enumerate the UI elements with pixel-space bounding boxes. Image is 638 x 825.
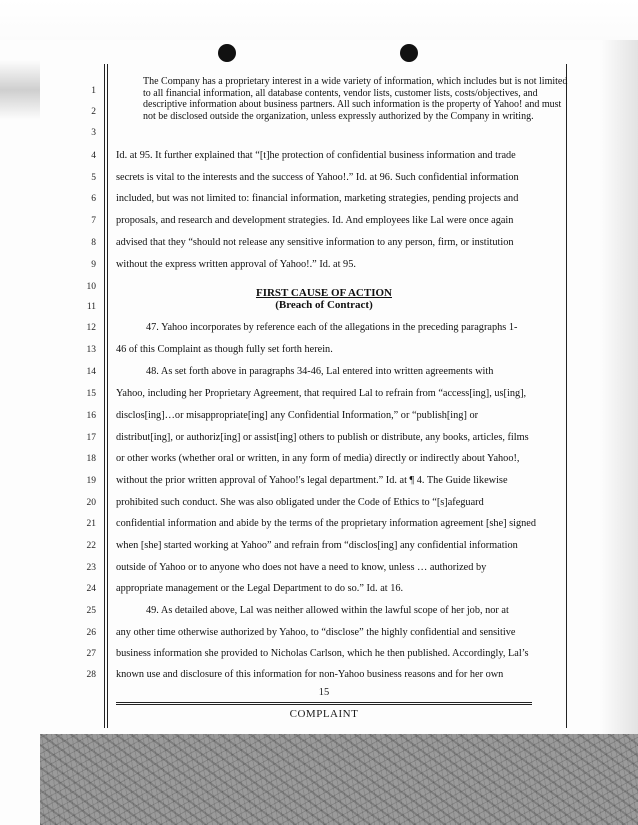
line-number: 28 xyxy=(86,670,96,680)
line-number: 5 xyxy=(91,173,96,183)
text-line: secrets is vital to the interests and the success of Yahoo!.” Id. at 96. Such confidential information xyxy=(116,172,519,183)
hole-punch-right xyxy=(400,44,418,62)
scan-shadow-left xyxy=(0,60,40,120)
text-line: prohibited such conduct. She was also obligated under the Code of Ethics to “[s]afeguard xyxy=(116,497,484,508)
line-number: 12 xyxy=(86,323,96,333)
text-line: confidential information and abide by the terms of the proprietary information agreement [she] signed xyxy=(116,518,537,529)
text-line: included, but was not limited to: financial information, marketing strategies, pending projects and xyxy=(116,193,519,204)
text-line: 49. As detailed above, Lal was neither allowed within the lawful scope of her job, nor at xyxy=(146,605,509,616)
scan-background-texture xyxy=(40,734,638,825)
line-number: 25 xyxy=(86,606,96,616)
text-line: or other works (whether oral or written, in any form of media) directly or indirectly about Yahoo!, xyxy=(116,453,520,464)
line-number: 15 xyxy=(86,389,96,399)
margin-rule-right xyxy=(566,64,567,728)
hole-punch-left xyxy=(218,44,236,62)
footer-rule-1 xyxy=(116,702,532,703)
line-number: 2 xyxy=(91,107,96,117)
line-number: 22 xyxy=(86,541,96,551)
line-number: 18 xyxy=(86,454,96,464)
text-line: proposals, and research and development strategies. Id. And employees like Lal were once again xyxy=(116,215,514,226)
text-line: any other time otherwise authorized by Yahoo, to “disclose” the highly confidential and sensitive xyxy=(116,627,516,638)
line-number: 14 xyxy=(86,367,96,377)
text-line: 48. As set forth above in paragraphs 34-46, Lal entered into written agreements with xyxy=(146,366,494,377)
text-line: 47. Yahoo incorporates by reference each of the allegations in the preceding paragraphs 1- xyxy=(146,322,518,333)
line-number: 26 xyxy=(86,628,96,638)
text-line: without the express written approval of Yahoo!.” Id. at 95. xyxy=(116,259,356,270)
text-line: business information she provided to Nicholas Carlson, which he then published. Accordingly, Lal’s xyxy=(116,648,529,659)
section-heading: FIRST CAUSE OF ACTION xyxy=(255,287,392,299)
text-line: appropriate management or the Legal Department to do so.” Id. at 16. xyxy=(116,583,404,594)
text-line: Yahoo, including her Proprietary Agreement, that required Lal to refrain from “access[ing], us[ing], xyxy=(116,388,527,399)
line-number: 3 xyxy=(91,128,96,138)
scan-top-margin xyxy=(0,0,638,40)
line-number: 24 xyxy=(86,584,96,594)
text-line: 46 of this Complaint as though fully set forth herein. xyxy=(116,344,333,355)
line-number: 21 xyxy=(86,519,96,529)
margin-rule-left-2 xyxy=(107,64,108,728)
line-number: 1 xyxy=(91,86,96,96)
line-number: 27 xyxy=(86,649,96,659)
line-number: 8 xyxy=(91,238,96,248)
line-number: 6 xyxy=(91,194,96,204)
line-number: 9 xyxy=(91,260,96,270)
text-line: disclos[ing]…or misappropriate[ing] any Confidential Information,” or “publish[ing] or xyxy=(116,410,479,421)
text-line: advised that they “should not release any sensitive information to any person, firm, or institution xyxy=(116,237,514,248)
footer-title: COMPLAINT xyxy=(289,708,359,720)
text-line: without the prior written approval of Yahoo!'s legal department.” Id. at ¶ 4. The Guide likewise xyxy=(116,475,508,486)
section-subheading: (Breach of Contract) xyxy=(275,299,373,311)
line-number: 19 xyxy=(86,476,96,486)
line-number: 17 xyxy=(86,433,96,443)
text-line: Id. at 95. It further explained that “[t]he protection of confidential business information and trade xyxy=(116,150,516,161)
margin-rule-left-1 xyxy=(104,64,105,728)
text-line: outside of Yahoo or to anyone who does not have a need to know, unless … authorized by xyxy=(116,562,487,573)
scan-shadow-right xyxy=(600,40,638,740)
line-number: 7 xyxy=(91,216,96,226)
line-number: 13 xyxy=(86,345,96,355)
line-number: 16 xyxy=(86,411,96,421)
line-number: 20 xyxy=(86,498,96,508)
block-quote: The Company has a proprietary interest in a wide variety of information, which includes but is not limited to all financial information, all database contents, vendor lists, customer lists, costs/objectives, and descriptive information about business partners. All such information is the property of Yahoo! and must not be disclosed outside the organization, unless expressly authorized by the Company in writing. xyxy=(143,76,568,122)
line-number: 23 xyxy=(86,563,96,573)
text-line: known use and disclosure of this information for non-Yahoo business reasons and for her own xyxy=(116,669,504,680)
footer-rule-2 xyxy=(116,704,532,705)
text-line: when [she] started working at Yahoo” and refrain from “disclos[ing] any confidential information xyxy=(116,540,518,551)
text-line: distribut[ing], or authoriz[ing] or assist[ing] others to publish or distribute, any books, articles, films xyxy=(116,432,529,443)
line-number: 10 xyxy=(86,282,96,292)
line-number: 4 xyxy=(91,151,96,161)
line-number: 11 xyxy=(86,302,96,312)
page-number: 15 xyxy=(318,687,330,698)
